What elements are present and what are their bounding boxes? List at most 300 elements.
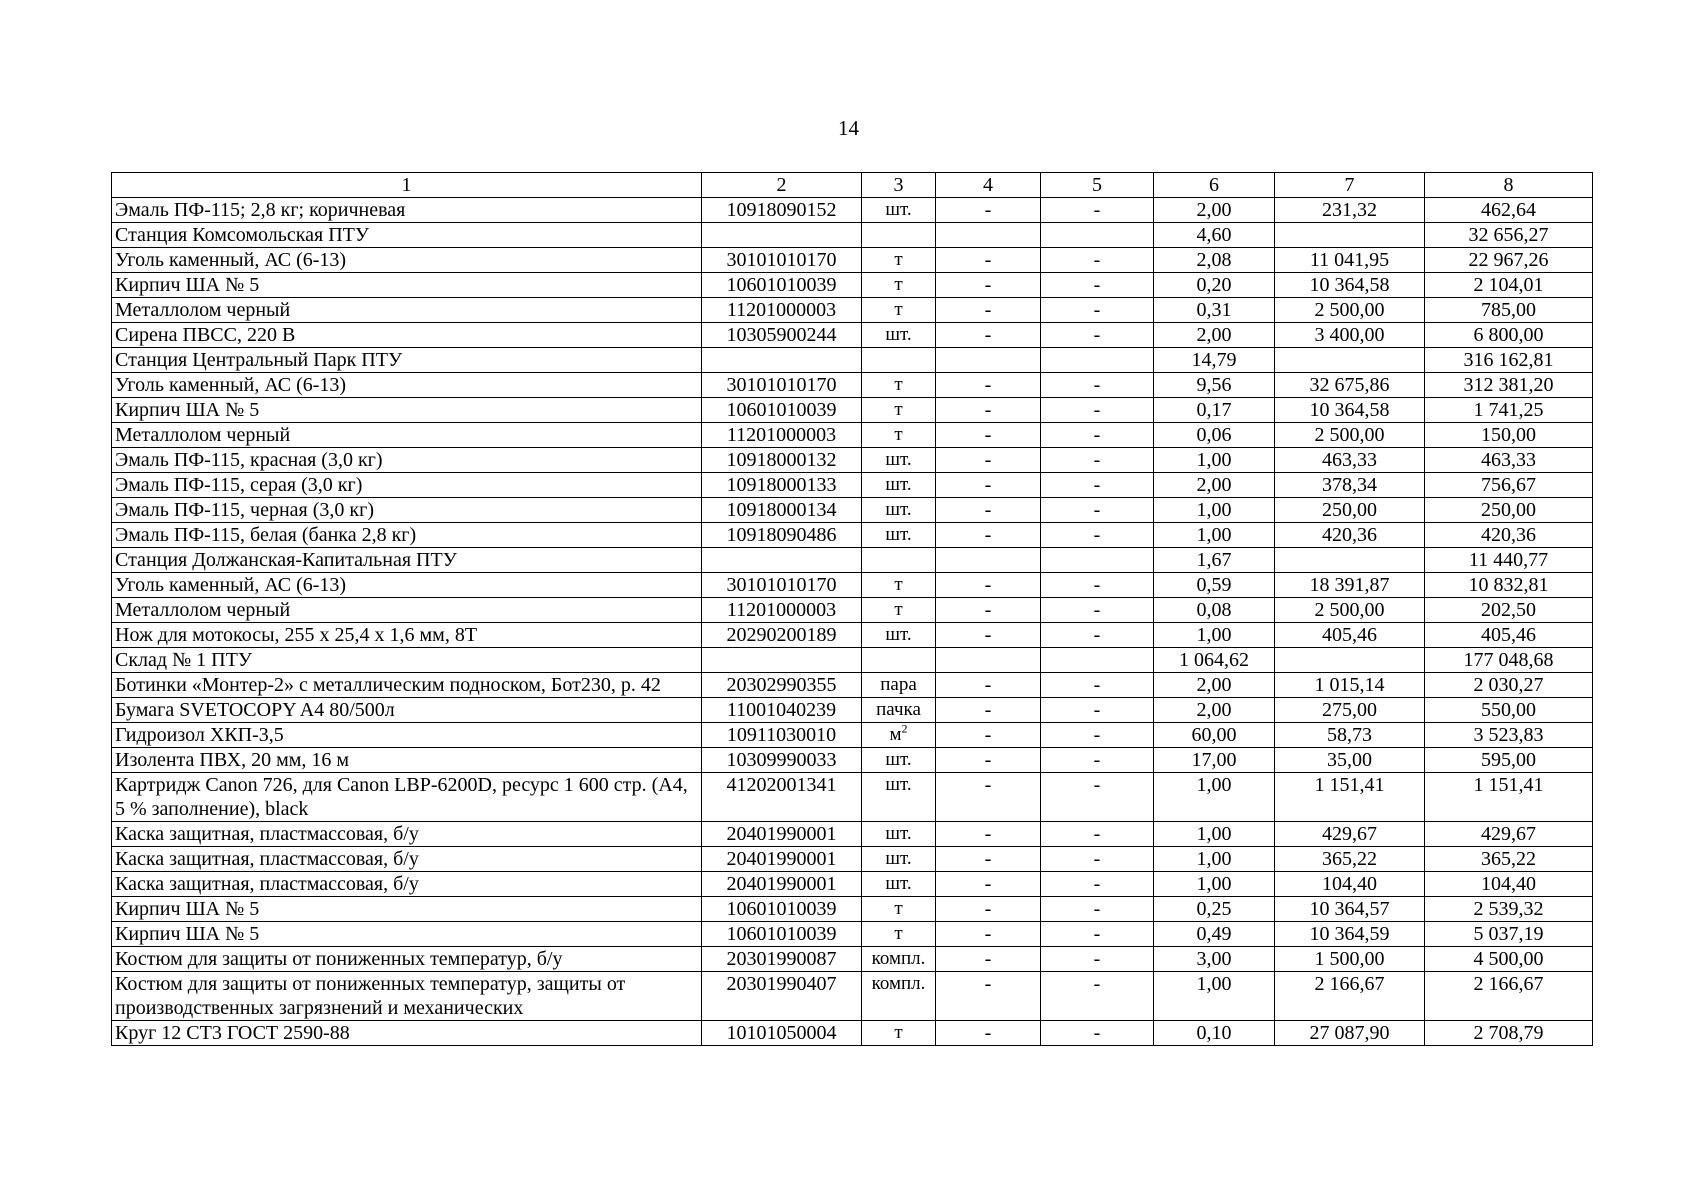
unit-cell bbox=[862, 748, 936, 773]
unit-label: шт. bbox=[885, 624, 912, 645]
quantity-cell: 0,49 bbox=[1154, 922, 1275, 947]
column-4-cell: - bbox=[936, 598, 1041, 623]
unit-label: шт. bbox=[885, 823, 912, 844]
price-cell bbox=[1275, 548, 1425, 573]
unit-cell bbox=[862, 498, 936, 523]
column-5-cell: - bbox=[1041, 273, 1154, 298]
price-cell bbox=[1275, 648, 1425, 673]
item-name-cell: Эмаль ПФ-115, серая (3,0 кг) bbox=[112, 473, 702, 498]
unit-cell bbox=[862, 223, 936, 248]
item-code-cell: 10601010039 bbox=[702, 897, 862, 922]
item-code-cell: 20290200189 bbox=[702, 623, 862, 648]
table-row bbox=[112, 398, 1593, 423]
sum-cell: 5 037,19 bbox=[1425, 922, 1593, 947]
sum-cell: 2 030,27 bbox=[1425, 673, 1593, 698]
column-4-cell: - bbox=[936, 248, 1041, 273]
quantity-cell: 2,00 bbox=[1154, 698, 1275, 723]
sum-cell: 312 381,20 bbox=[1425, 373, 1593, 398]
unit-cell bbox=[862, 648, 936, 673]
table-row bbox=[112, 847, 1593, 872]
item-name-cell: Металлолом черный bbox=[112, 298, 702, 323]
quantity-cell: 0,59 bbox=[1154, 573, 1275, 598]
price-cell: 58,73 bbox=[1275, 723, 1425, 748]
unit-cell bbox=[862, 398, 936, 423]
sum-cell: 785,00 bbox=[1425, 298, 1593, 323]
sum-cell: 595,00 bbox=[1425, 748, 1593, 773]
table-row bbox=[112, 723, 1593, 748]
column-4-cell: - bbox=[936, 872, 1041, 897]
unit-label: т bbox=[894, 574, 903, 595]
item-code-cell: 20302990355 bbox=[702, 673, 862, 698]
price-cell: 231,32 bbox=[1275, 198, 1425, 223]
unit-label: т bbox=[894, 898, 903, 919]
unit-cell bbox=[862, 198, 936, 223]
unit-label: компл. bbox=[871, 973, 926, 994]
column-5-cell: - bbox=[1041, 398, 1154, 423]
item-name-cell: Кирпич ША № 5 bbox=[112, 922, 702, 947]
item-code-cell: 10911030010 bbox=[702, 723, 862, 748]
sum-cell: 104,40 bbox=[1425, 872, 1593, 897]
quantity-cell: 1,00 bbox=[1154, 822, 1275, 847]
unit-cell bbox=[862, 248, 936, 273]
unit-cell bbox=[862, 448, 936, 473]
item-name-cell: Костюм для защиты от пониженных температур, б/у bbox=[112, 947, 702, 972]
column-5-cell: - bbox=[1041, 1021, 1154, 1046]
unit-cell bbox=[862, 723, 936, 748]
price-cell: 2 500,00 bbox=[1275, 598, 1425, 623]
quantity-cell: 9,56 bbox=[1154, 373, 1275, 398]
price-cell: 429,67 bbox=[1275, 822, 1425, 847]
unit-label: шт. bbox=[885, 474, 912, 495]
sum-cell: 2 104,01 bbox=[1425, 273, 1593, 298]
price-cell: 2 500,00 bbox=[1275, 423, 1425, 448]
unit-cell bbox=[862, 947, 936, 972]
item-code-cell: 11001040239 bbox=[702, 698, 862, 723]
item-code-cell: 20401990001 bbox=[702, 822, 862, 847]
unit-label: т bbox=[894, 923, 903, 944]
item-code-cell: 11201000003 bbox=[702, 423, 862, 448]
unit-superscript: 2 bbox=[901, 722, 908, 736]
quantity-cell: 1,00 bbox=[1154, 847, 1275, 872]
column-4-cell: - bbox=[936, 523, 1041, 548]
sum-cell: 1 151,41 bbox=[1425, 773, 1593, 822]
unit-label: т bbox=[894, 249, 903, 270]
column-4-cell bbox=[936, 548, 1041, 573]
table-row bbox=[112, 223, 1593, 248]
item-name-cell: Ботинки «Монтер-2» с металлическим подноском, Бот230, р. 42 bbox=[112, 673, 702, 698]
sum-cell: 250,00 bbox=[1425, 498, 1593, 523]
column-4-cell: - bbox=[936, 198, 1041, 223]
item-name-cell: Нож для мотокосы, 255 х 25,4 х 1,6 мм, 8Т bbox=[112, 623, 702, 648]
unit-cell bbox=[862, 1021, 936, 1046]
column-4-cell: - bbox=[936, 773, 1041, 822]
price-cell: 11 041,95 bbox=[1275, 248, 1425, 273]
item-code-cell: 20401990001 bbox=[702, 847, 862, 872]
table-header-row bbox=[112, 173, 1593, 198]
unit-label: т bbox=[894, 274, 903, 295]
sum-cell: 202,50 bbox=[1425, 598, 1593, 623]
unit-cell bbox=[862, 473, 936, 498]
column-5-cell: - bbox=[1041, 323, 1154, 348]
item-name-cell: Эмаль ПФ-115; 2,8 кг; коричневая bbox=[112, 198, 702, 223]
price-cell: 1 015,14 bbox=[1275, 673, 1425, 698]
item-code-cell bbox=[702, 223, 862, 248]
column-4-cell: - bbox=[936, 673, 1041, 698]
column-5-cell: - bbox=[1041, 198, 1154, 223]
item-name-cell: Каска защитная, пластмассовая, б/у bbox=[112, 822, 702, 847]
item-code-cell: 10601010039 bbox=[702, 922, 862, 947]
column-5-cell bbox=[1041, 548, 1154, 573]
column-header: 8 bbox=[1425, 173, 1593, 198]
column-4-cell: - bbox=[936, 897, 1041, 922]
item-code-cell bbox=[702, 648, 862, 673]
quantity-cell: 1,67 bbox=[1154, 548, 1275, 573]
column-header: 1 bbox=[112, 173, 702, 198]
item-name-cell: Металлолом черный bbox=[112, 423, 702, 448]
column-5-cell: - bbox=[1041, 423, 1154, 448]
sum-cell: 462,64 bbox=[1425, 198, 1593, 223]
column-5-cell: - bbox=[1041, 822, 1154, 847]
unit-label: т bbox=[894, 1022, 903, 1043]
unit-label: шт. bbox=[885, 749, 912, 770]
unit-label: т bbox=[894, 374, 903, 395]
table-row bbox=[112, 1021, 1593, 1046]
price-cell: 104,40 bbox=[1275, 872, 1425, 897]
price-cell: 32 675,86 bbox=[1275, 373, 1425, 398]
item-code-cell bbox=[702, 548, 862, 573]
column-4-cell: - bbox=[936, 298, 1041, 323]
column-4-cell: - bbox=[936, 373, 1041, 398]
table-row bbox=[112, 648, 1593, 673]
table-row bbox=[112, 822, 1593, 847]
unit-label: шт. bbox=[885, 774, 912, 795]
column-4-cell: - bbox=[936, 498, 1041, 523]
table-row bbox=[112, 773, 1593, 822]
quantity-cell: 2,00 bbox=[1154, 323, 1275, 348]
quantity-cell: 1,00 bbox=[1154, 498, 1275, 523]
table-row bbox=[112, 897, 1593, 922]
column-header: 6 bbox=[1154, 173, 1275, 198]
item-name-cell: Эмаль ПФ-115, черная (3,0 кг) bbox=[112, 498, 702, 523]
column-5-cell: - bbox=[1041, 298, 1154, 323]
unit-cell bbox=[862, 598, 936, 623]
table-row bbox=[112, 548, 1593, 573]
item-name-cell: Уголь каменный, АС (6-13) bbox=[112, 248, 702, 273]
quantity-cell: 1,00 bbox=[1154, 623, 1275, 648]
table-row bbox=[112, 523, 1593, 548]
quantity-cell: 4,60 bbox=[1154, 223, 1275, 248]
quantity-cell: 2,08 bbox=[1154, 248, 1275, 273]
column-5-cell: - bbox=[1041, 897, 1154, 922]
column-4-cell: - bbox=[936, 448, 1041, 473]
column-5-cell: - bbox=[1041, 523, 1154, 548]
quantity-cell: 0,20 bbox=[1154, 273, 1275, 298]
price-cell: 250,00 bbox=[1275, 498, 1425, 523]
sum-cell: 3 523,83 bbox=[1425, 723, 1593, 748]
column-5-cell: - bbox=[1041, 723, 1154, 748]
column-4-cell: - bbox=[936, 822, 1041, 847]
sum-cell: 6 800,00 bbox=[1425, 323, 1593, 348]
item-code-cell: 10101050004 bbox=[702, 1021, 862, 1046]
sum-cell: 550,00 bbox=[1425, 698, 1593, 723]
column-header: 2 bbox=[702, 173, 862, 198]
column-4-cell: - bbox=[936, 423, 1041, 448]
quantity-cell: 1,00 bbox=[1154, 972, 1275, 1021]
column-5-cell: - bbox=[1041, 748, 1154, 773]
column-5-cell bbox=[1041, 223, 1154, 248]
column-4-cell: - bbox=[936, 473, 1041, 498]
quantity-cell: 1,00 bbox=[1154, 872, 1275, 897]
table-row bbox=[112, 248, 1593, 273]
column-5-cell: - bbox=[1041, 623, 1154, 648]
column-5-cell: - bbox=[1041, 248, 1154, 273]
column-5-cell: - bbox=[1041, 373, 1154, 398]
price-cell: 10 364,58 bbox=[1275, 398, 1425, 423]
item-name-cell: Картридж Canon 726, для Canon LBP-6200D, ресурс 1 600 стр. (А4, 5 % заполнение), black bbox=[112, 773, 702, 822]
unit-label: м bbox=[889, 724, 902, 745]
quantity-cell: 0,25 bbox=[1154, 897, 1275, 922]
unit-cell bbox=[862, 523, 936, 548]
column-4-cell bbox=[936, 648, 1041, 673]
quantity-cell: 1,00 bbox=[1154, 523, 1275, 548]
item-code-cell: 11201000003 bbox=[702, 598, 862, 623]
table-row bbox=[112, 473, 1593, 498]
unit-cell bbox=[862, 298, 936, 323]
column-5-cell: - bbox=[1041, 947, 1154, 972]
item-code-cell: 10918000132 bbox=[702, 448, 862, 473]
item-code-cell: 10601010039 bbox=[702, 398, 862, 423]
item-code-cell: 10918090152 bbox=[702, 198, 862, 223]
table-row bbox=[112, 922, 1593, 947]
item-code-cell: 30101010170 bbox=[702, 573, 862, 598]
column-5-cell: - bbox=[1041, 698, 1154, 723]
table-row bbox=[112, 198, 1593, 223]
item-code-cell: 10918090486 bbox=[702, 523, 862, 548]
item-name-cell: Каска защитная, пластмассовая, б/у bbox=[112, 872, 702, 897]
column-4-cell: - bbox=[936, 273, 1041, 298]
item-name-cell: Бумага SVETOCOPY A4 80/500л bbox=[112, 698, 702, 723]
unit-cell bbox=[862, 922, 936, 947]
item-name-cell: Каска защитная, пластмассовая, б/у bbox=[112, 847, 702, 872]
item-code-cell: 10601010039 bbox=[702, 273, 862, 298]
item-code-cell: 20301990407 bbox=[702, 972, 862, 1021]
column-5-cell: - bbox=[1041, 598, 1154, 623]
table-row bbox=[112, 573, 1593, 598]
item-name-cell: Металлолом черный bbox=[112, 598, 702, 623]
item-name-cell: Эмаль ПФ-115, красная (3,0 кг) bbox=[112, 448, 702, 473]
item-name-cell: Станция Комсомольская ПТУ bbox=[112, 223, 702, 248]
item-code-cell: 10918000133 bbox=[702, 473, 862, 498]
unit-cell bbox=[862, 673, 936, 698]
column-4-cell: - bbox=[936, 723, 1041, 748]
inventory-table bbox=[111, 172, 1593, 1046]
price-cell: 275,00 bbox=[1275, 698, 1425, 723]
price-cell: 3 400,00 bbox=[1275, 323, 1425, 348]
column-5-cell: - bbox=[1041, 573, 1154, 598]
column-4-cell: - bbox=[936, 1021, 1041, 1046]
unit-cell bbox=[862, 373, 936, 398]
item-name-cell: Станция Должанская-Капитальная ПТУ bbox=[112, 548, 702, 573]
table-row bbox=[112, 423, 1593, 448]
item-code-cell: 20301990087 bbox=[702, 947, 862, 972]
column-4-cell: - bbox=[936, 398, 1041, 423]
table-row bbox=[112, 273, 1593, 298]
sum-cell: 22 967,26 bbox=[1425, 248, 1593, 273]
table-row bbox=[112, 623, 1593, 648]
item-name-cell: Уголь каменный, АС (6-13) bbox=[112, 373, 702, 398]
sum-cell: 2 708,79 bbox=[1425, 1021, 1593, 1046]
unit-cell bbox=[862, 872, 936, 897]
quantity-cell: 1,00 bbox=[1154, 773, 1275, 822]
unit-cell bbox=[862, 972, 936, 1021]
unit-cell bbox=[862, 348, 936, 373]
sum-cell: 10 832,81 bbox=[1425, 573, 1593, 598]
column-4-cell: - bbox=[936, 623, 1041, 648]
column-4-cell: - bbox=[936, 847, 1041, 872]
column-5-cell: - bbox=[1041, 773, 1154, 822]
price-cell: 2 166,67 bbox=[1275, 972, 1425, 1021]
unit-cell bbox=[862, 273, 936, 298]
quantity-cell: 3,00 bbox=[1154, 947, 1275, 972]
column-4-cell bbox=[936, 348, 1041, 373]
unit-cell bbox=[862, 897, 936, 922]
column-5-cell: - bbox=[1041, 673, 1154, 698]
unit-cell bbox=[862, 847, 936, 872]
column-4-cell bbox=[936, 223, 1041, 248]
table-row bbox=[112, 872, 1593, 897]
price-cell: 10 364,58 bbox=[1275, 273, 1425, 298]
unit-label: компл. bbox=[871, 948, 926, 969]
table-row bbox=[112, 698, 1593, 723]
item-code-cell: 30101010170 bbox=[702, 248, 862, 273]
quantity-cell: 17,00 bbox=[1154, 748, 1275, 773]
table-row bbox=[112, 348, 1593, 373]
price-cell: 365,22 bbox=[1275, 847, 1425, 872]
column-header: 3 bbox=[862, 173, 936, 198]
unit-label: шт. bbox=[885, 848, 912, 869]
column-header: 5 bbox=[1041, 173, 1154, 198]
column-4-cell: - bbox=[936, 972, 1041, 1021]
table-row bbox=[112, 498, 1593, 523]
page-number: 14 bbox=[838, 116, 859, 140]
sum-cell: 420,36 bbox=[1425, 523, 1593, 548]
sum-cell: 316 162,81 bbox=[1425, 348, 1593, 373]
price-cell: 10 364,57 bbox=[1275, 897, 1425, 922]
sum-cell: 756,67 bbox=[1425, 473, 1593, 498]
unit-label: т bbox=[894, 299, 903, 320]
price-cell: 35,00 bbox=[1275, 748, 1425, 773]
item-name-cell: Уголь каменный, АС (6-13) bbox=[112, 573, 702, 598]
sum-cell: 4 500,00 bbox=[1425, 947, 1593, 972]
price-cell: 1 500,00 bbox=[1275, 947, 1425, 972]
item-name-cell: Кирпич ША № 5 bbox=[112, 897, 702, 922]
column-4-cell: - bbox=[936, 698, 1041, 723]
table-row bbox=[112, 448, 1593, 473]
unit-cell bbox=[862, 423, 936, 448]
unit-label: шт. bbox=[885, 324, 912, 345]
quantity-cell: 2,00 bbox=[1154, 673, 1275, 698]
item-name-cell: Сирена ПВСС, 220 В bbox=[112, 323, 702, 348]
quantity-cell: 1,00 bbox=[1154, 448, 1275, 473]
price-cell: 10 364,59 bbox=[1275, 922, 1425, 947]
column-5-cell: - bbox=[1041, 448, 1154, 473]
unit-cell bbox=[862, 548, 936, 573]
quantity-cell: 14,79 bbox=[1154, 348, 1275, 373]
column-5-cell bbox=[1041, 648, 1154, 673]
price-cell: 2 500,00 bbox=[1275, 298, 1425, 323]
column-5-cell: - bbox=[1041, 872, 1154, 897]
unit-label: пара bbox=[880, 674, 917, 695]
unit-label: шт. bbox=[885, 873, 912, 894]
unit-cell bbox=[862, 773, 936, 822]
sum-cell: 1 741,25 bbox=[1425, 398, 1593, 423]
item-name-cell: Гидроизол ХКП-3,5 bbox=[112, 723, 702, 748]
table-row bbox=[112, 323, 1593, 348]
quantity-cell: 0,08 bbox=[1154, 598, 1275, 623]
sum-cell: 2 539,32 bbox=[1425, 897, 1593, 922]
column-header: 7 bbox=[1275, 173, 1425, 198]
unit-cell bbox=[862, 623, 936, 648]
sum-cell: 2 166,67 bbox=[1425, 972, 1593, 1021]
unit-label: шт. bbox=[885, 524, 912, 545]
price-cell: 27 087,90 bbox=[1275, 1021, 1425, 1046]
price-cell bbox=[1275, 348, 1425, 373]
item-name-cell: Круг 12 СТ3 ГОСТ 2590-88 bbox=[112, 1021, 702, 1046]
quantity-cell: 0,06 bbox=[1154, 423, 1275, 448]
quantity-cell: 2,00 bbox=[1154, 473, 1275, 498]
price-cell bbox=[1275, 223, 1425, 248]
item-code-cell: 41202001341 bbox=[702, 773, 862, 822]
item-name-cell: Кирпич ША № 5 bbox=[112, 398, 702, 423]
item-name-cell: Костюм для защиты от пониженных температур, защиты от производственных загрязнений и механических bbox=[112, 972, 702, 1021]
quantity-cell: 60,00 bbox=[1154, 723, 1275, 748]
item-code-cell: 10305900244 bbox=[702, 323, 862, 348]
item-name-cell: Станция Центральный Парк ПТУ bbox=[112, 348, 702, 373]
quantity-cell: 0,31 bbox=[1154, 298, 1275, 323]
unit-cell bbox=[862, 573, 936, 598]
item-code-cell: 30101010170 bbox=[702, 373, 862, 398]
item-code-cell: 20401990001 bbox=[702, 872, 862, 897]
unit-cell bbox=[862, 698, 936, 723]
table-row bbox=[112, 673, 1593, 698]
column-header: 4 bbox=[936, 173, 1041, 198]
price-cell: 378,34 bbox=[1275, 473, 1425, 498]
column-4-cell: - bbox=[936, 573, 1041, 598]
column-5-cell: - bbox=[1041, 498, 1154, 523]
unit-label: т bbox=[894, 424, 903, 445]
item-name-cell: Склад № 1 ПТУ bbox=[112, 648, 702, 673]
price-cell: 18 391,87 bbox=[1275, 573, 1425, 598]
table-row bbox=[112, 972, 1593, 1021]
table-row bbox=[112, 947, 1593, 972]
column-4-cell: - bbox=[936, 922, 1041, 947]
item-code-cell: 10918000134 bbox=[702, 498, 862, 523]
unit-label: пачка bbox=[876, 699, 921, 720]
sum-cell: 429,67 bbox=[1425, 822, 1593, 847]
unit-label: т bbox=[894, 599, 903, 620]
unit-label: шт. bbox=[885, 199, 912, 220]
sum-cell: 32 656,27 bbox=[1425, 223, 1593, 248]
column-5-cell bbox=[1041, 348, 1154, 373]
table-row bbox=[112, 298, 1593, 323]
quantity-cell: 2,00 bbox=[1154, 198, 1275, 223]
table-row bbox=[112, 598, 1593, 623]
sum-cell: 365,22 bbox=[1425, 847, 1593, 872]
price-cell: 1 151,41 bbox=[1275, 773, 1425, 822]
quantity-cell: 0,10 bbox=[1154, 1021, 1275, 1046]
price-cell: 420,36 bbox=[1275, 523, 1425, 548]
sum-cell: 11 440,77 bbox=[1425, 548, 1593, 573]
